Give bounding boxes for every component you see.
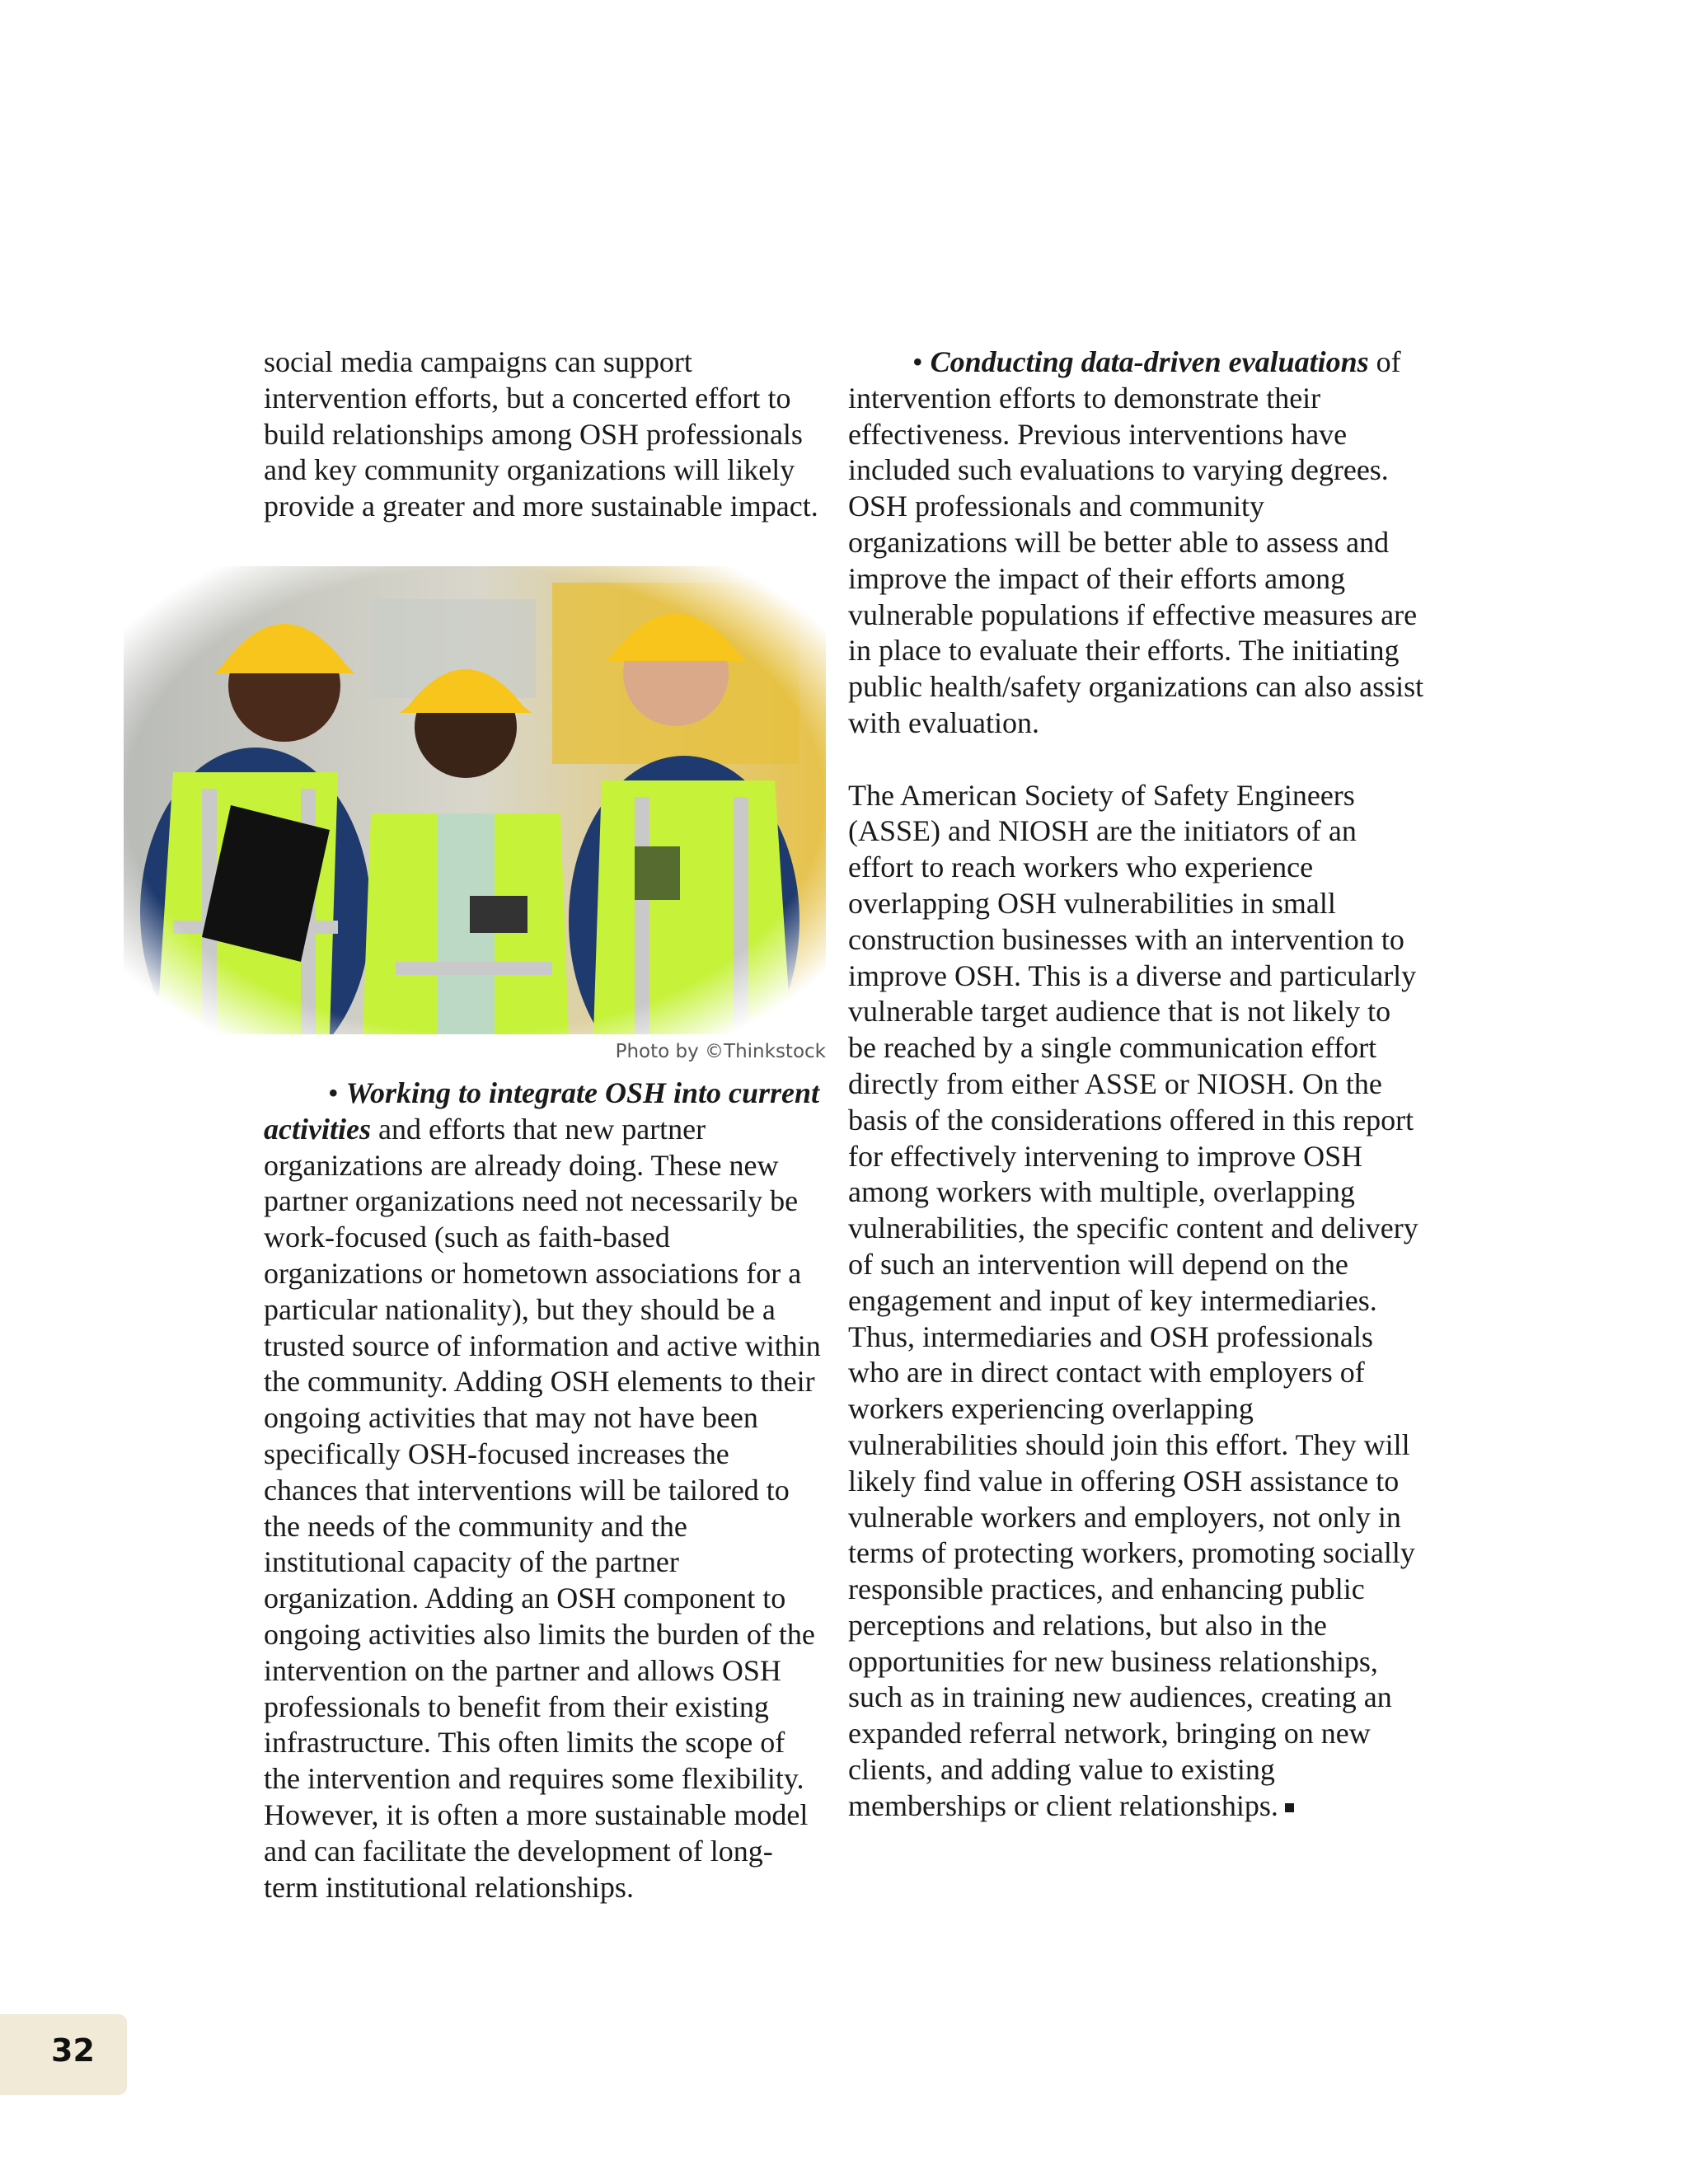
photo-credit: Photo by ©Thinkstock xyxy=(615,1040,826,1062)
body-paragraph: social media campaigns can support intervention efforts, but a concerted effort to build relationships among OSH professionals and key community organizations will likely provide a greater and more sustainable impact. xyxy=(264,345,818,523)
bullet-lead: Conducting data-driven evaluations xyxy=(930,345,1369,378)
bullet-lead: Working to integrate OSH into current activities xyxy=(264,1076,820,1146)
bullet-marker: • xyxy=(328,1076,339,1109)
body-paragraph xyxy=(848,778,1425,1825)
right-column xyxy=(848,344,1425,1825)
page-number: 32 xyxy=(51,2032,95,2069)
bullet-body: of intervention efforts to demonstrate their effectiveness. Previous interventions have included such evaluations to varying degrees. OSH professionals and community organizations will be better able to assess and improve the impact of their efforts among vulnerable populations if effective measures are in place to evaluate their efforts. The initiating public health/safety organizations can also assist with evaluation. xyxy=(848,345,1424,739)
page-number-tab xyxy=(0,2014,127,2095)
end-of-article-mark xyxy=(1285,1803,1294,1812)
body-paragraph-text: The American Society of Safety Engineers (ASSE) and NIOSH are the initiators of an effort to reach workers who experience overlapping OSH vulnerabilities in small construction businesses with an intervention to improve OSH. This is a diverse and particularly vulnerable target audience that is not likely to be reached by a single communication effort directly from either ASSE or NIOSH. On the basis of the considerations offered in this report for effectively intervening to improve OSH among workers with multiple, overlapping vulnerabilities, the specific content and delivery of such an intervention will depend on the engagement and input of key intermediaries. Thus, intermediaries and OSH professionals who are in direct contact with employers of workers experiencing overlapping vulnerabilities should join this effort. They will likely find value in offering OSH assistance to vulnerable workers and employers, not only in terms of protecting workers, promoting socially responsible practices, and enhancing public perceptions and relations, but also in the opportunities for new business relationships, such as in training new audiences, creating an expanded referral network, bringing on new clients, and adding value to existing memberships or client relationships. xyxy=(848,778,1418,1822)
bullet-marker: • xyxy=(912,345,923,378)
bullet-body: and efforts that new partner organizations are already doing. These new partner organizations need not necessarily be work-focused (such as faith-based organizations or hometown associations for a particular nationality), but they should be a trusted source of information and active within the community. Adding OSH elements to their ongoing activities that may not have been specifically OSH-focused increases the chances that interventions will be tailored to the needs of the community and the institutional capacity of the partner organization. Adding an OSH component to ongoing activities also limits the burden of the intervention on the partner and allows OSH professionals to benefit from their existing infrastructure. This often limits the scope of the intervention and requires some flexibility. However, it is often a more sustainable model and can facilitate the development of long-term institutional relationships. xyxy=(264,1112,821,1904)
left-column xyxy=(264,344,824,1905)
bullet-working-to-integrate xyxy=(264,1076,824,1905)
workers-photo xyxy=(124,566,826,1034)
bullet-conducting-evaluations xyxy=(848,344,1425,742)
